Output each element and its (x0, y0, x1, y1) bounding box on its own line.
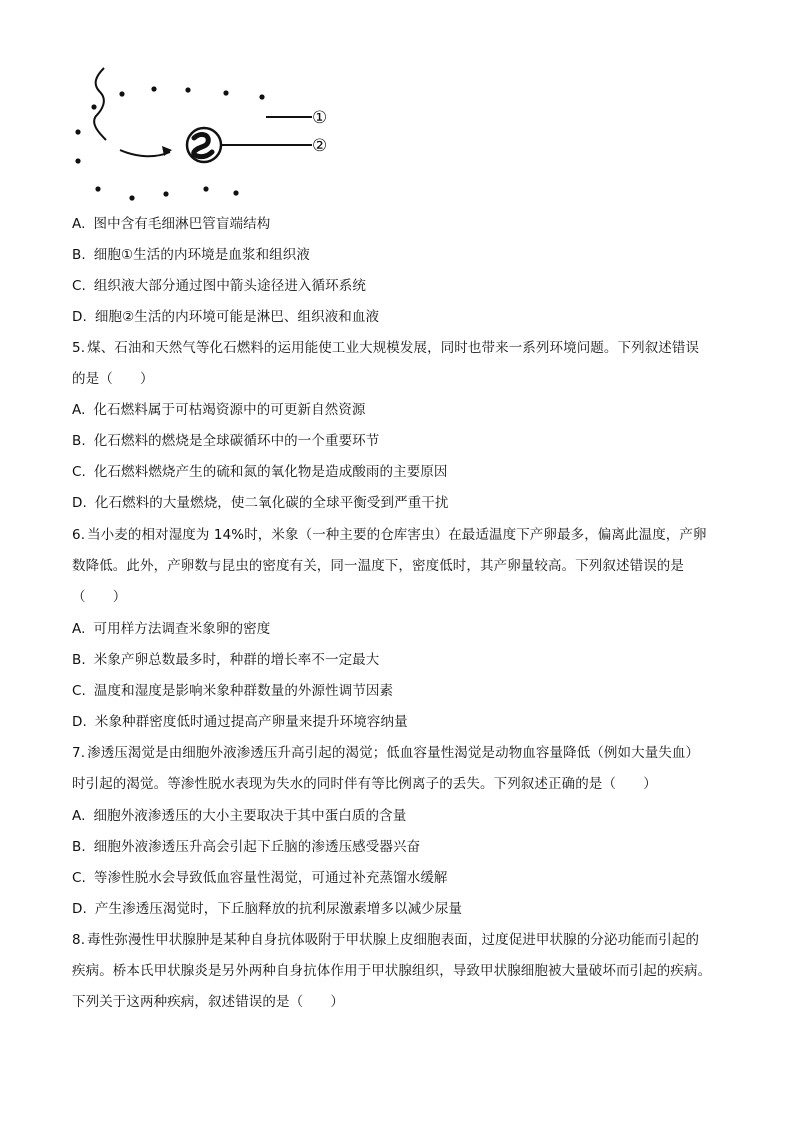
q5-option-b: B. 化石燃料的燃烧是全球碳循环中的一个重要环节 (72, 433, 380, 449)
q8-stem-line1: 8. 毒性弥漫性甲状腺肿是某种自身抗体吸附于甲状腺上皮细胞表面，过度促进甲状腺的分泌功能而引起的 (72, 932, 700, 948)
dot (259, 94, 264, 99)
dot (203, 186, 208, 191)
q4-option-a: A. 图中含有毛细淋巴管盲端结构 (72, 216, 271, 232)
curved-arrow (120, 150, 170, 156)
dot (129, 195, 134, 200)
dot (223, 90, 228, 95)
dot (233, 190, 238, 195)
q4-option-b: B. 细胞①生活的内环境是血浆和组织液 (72, 247, 310, 263)
dot (163, 191, 168, 196)
q5-option-a: A. 化石燃料属于可枯竭资源中的可更新自然资源 (72, 402, 366, 418)
q7-stem-line2: 时引起的渴觉。等渗性脱水表现为失水的同时伴有等比例离子的丢失。下列叙述正确的是（ ） (72, 776, 657, 792)
q7-option-a: A. 细胞外液渗透压的大小主要取决于其中蛋白质的含量 (72, 808, 407, 824)
q6-stem-line3: （ ） (72, 589, 127, 605)
q6-stem-line2: 数降低。此外，产卵数与昆虫的密度有关，同一温度下，密度低时，其产卵量较高。下列叙述错误的是 (72, 558, 684, 574)
dot (185, 87, 190, 92)
q8-stem-line3: 下列关于这两种疾病，叙述错误的是（ ） (72, 994, 344, 1010)
dot (75, 158, 80, 163)
q6-stem-line1: 6. 当小麦的相对湿度为 14%时，米象（一种主要的仓库害虫）在最适温度下产卵最多，偏离此温度，产卵 (72, 527, 707, 543)
q8-stem-line2: 疾病。桥本氏甲状腺炎是另外两种自身抗体作用于甲状腺组织，导致甲状腺细胞被大量破坏而引起的疾病。 (72, 963, 712, 979)
q6-option-a: A. 可用样方法调查米象卵的密度 (72, 621, 271, 637)
dot (75, 129, 80, 134)
q7-option-d: D. 产生渗透压渴觉时，下丘脑释放的抗利尿激素增多以减少尿量 (72, 901, 463, 917)
figure-label-2: ② (312, 136, 328, 156)
dot (91, 104, 96, 109)
dot (151, 86, 156, 91)
wavy-capillary-line (94, 68, 106, 140)
q5-stem-line1: 5. 煤、石油和天然气等化石燃料的运用能使工业大规模发展，同时也带来一系列环境问题。下列叙述错误 (72, 340, 700, 356)
tissue-diagram-figure (60, 62, 350, 207)
q6-option-d: D. 米象种群密度低时通过提高产卵量来提升环境容纳量 (72, 714, 408, 730)
dot (119, 91, 124, 96)
white-blood-cell-icon (187, 128, 221, 162)
figure-label-1: ① (312, 108, 328, 128)
q6-option-c: C. 温度和湿度是影响米象种群数量的外源性调节因素 (72, 683, 394, 699)
q7-option-c: C. 等渗性脱水会导致低血容量性渴觉，可通过补充蒸馏水缓解 (72, 870, 448, 886)
q4-option-c: C. 组织液大部分通过图中箭头途径进入循环系统 (72, 278, 366, 294)
q5-stem-line2: 的是（ ） (72, 371, 154, 387)
q5-option-c: C. 化石燃料燃烧产生的硫和氮的氧化物是造成酸雨的主要原因 (72, 464, 448, 480)
q4-option-d: D. 细胞②生活的内环境可能是淋巴、组织液和血液 (72, 309, 380, 325)
q6-option-b: B. 米象产卵总数最多时，种群的增长率不一定最大 (72, 652, 380, 668)
q7-option-b: B. 细胞外液渗透压升高会引起下丘脑的渗透压感受器兴奋 (72, 839, 421, 855)
dot (95, 186, 100, 191)
q5-option-d: D. 化石燃料的大量燃烧，使二氧化碳的全球平衡受到严重干扰 (72, 495, 449, 511)
q7-stem-line1: 7. 渗透压渴觉是由细胞外液渗透压升高引起的渴觉；低血容量性渴觉是动物血容量降低（例如大量失血） (72, 745, 700, 761)
